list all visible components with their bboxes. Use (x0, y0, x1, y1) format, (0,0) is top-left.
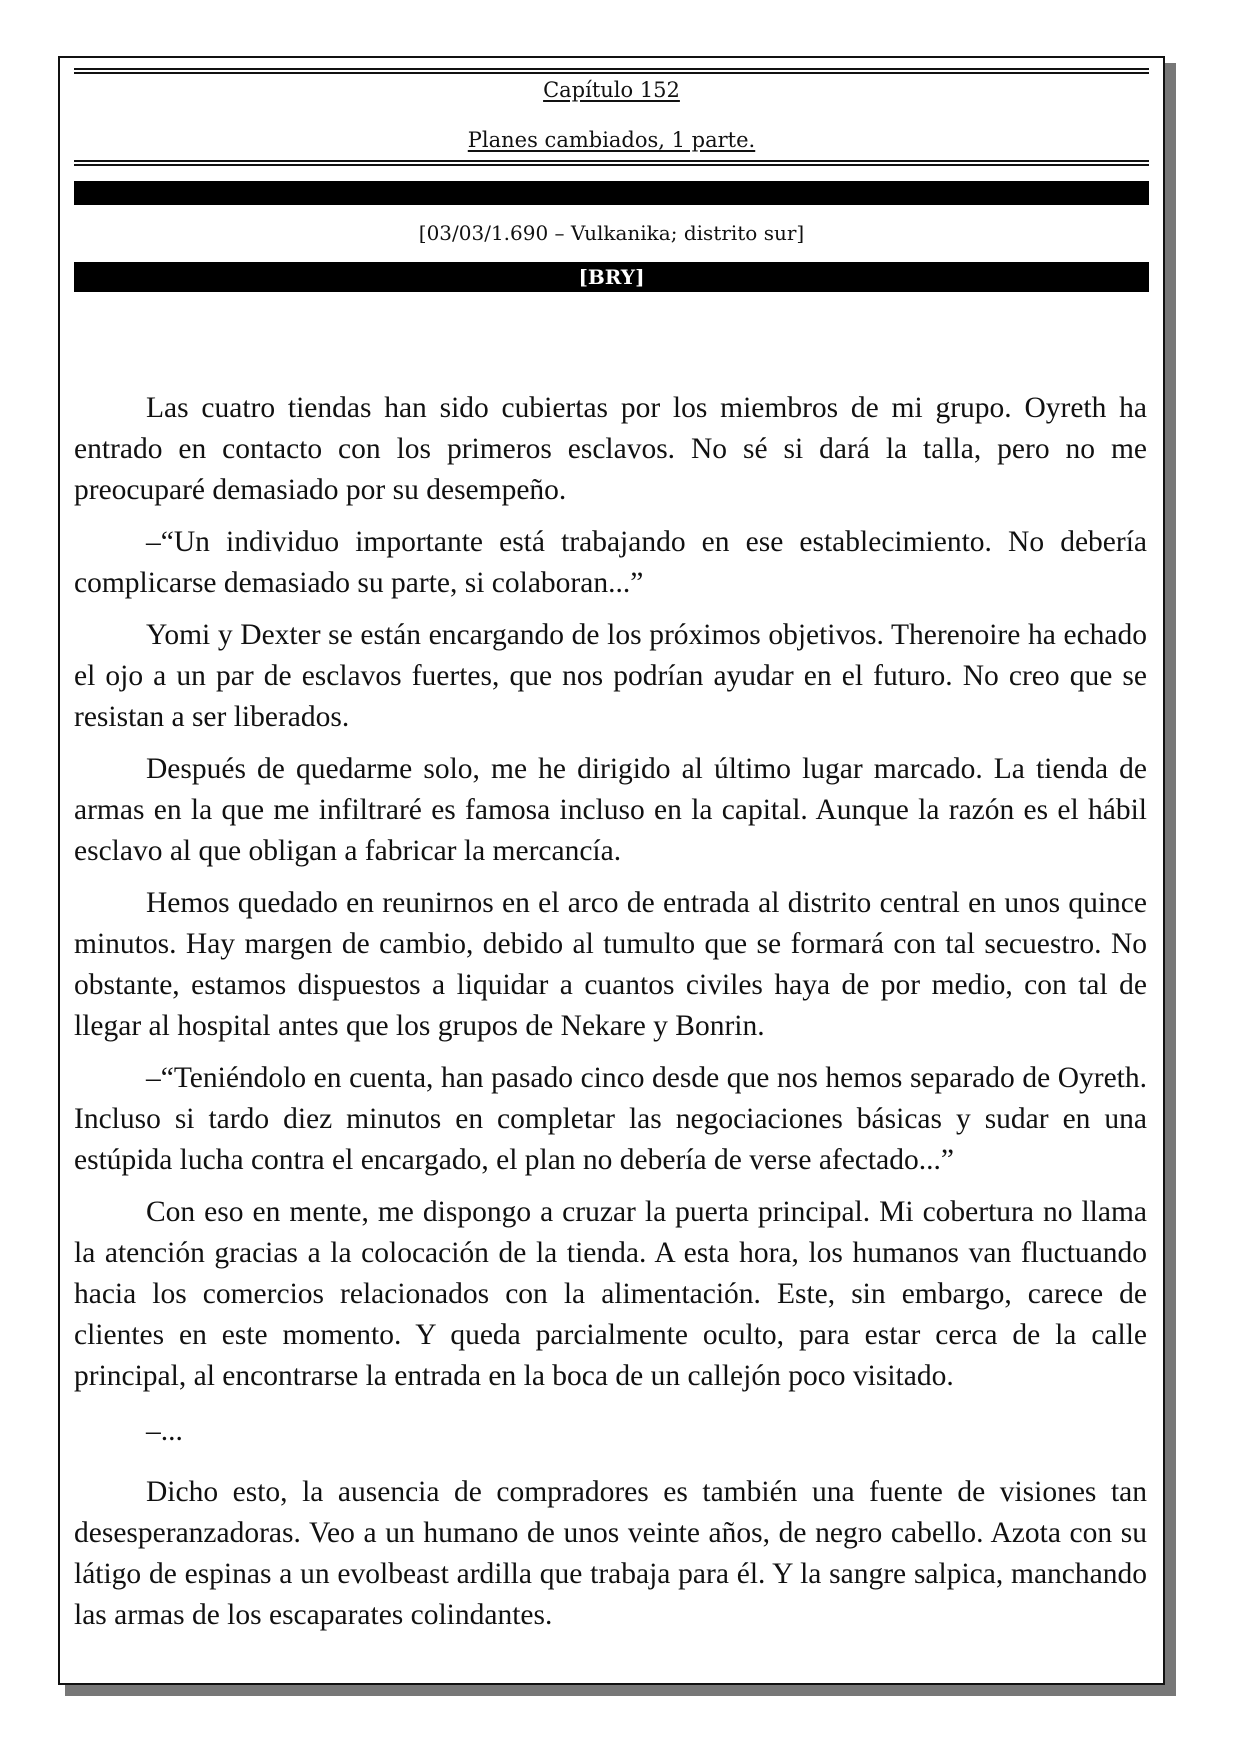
paragraph: Yomi y Dexter se están encargando de los próximos objetivos. Therenoire ha echado el ojo a un par de esclavos fuertes, que nos podrían ayudar en el futuro. No creo que se resistan a ser liberados. (74, 619, 1147, 733)
header-top-rule (74, 68, 1149, 74)
header-bottom-rule (74, 160, 1149, 166)
paragraph: –“Un individuo importante está trabajando en ese establecimiento. No debería complicarse demasiado su parte, si colaboran...” (74, 526, 1147, 599)
page-frame (58, 56, 1165, 1685)
paragraph: –... (146, 1415, 183, 1447)
chapter-subtitle: Planes cambiados, 1 parte. (467, 128, 756, 152)
scene-date-location: [03/03/1.690 – Vulkanika; distrito sur] (418, 221, 805, 245)
paragraph: Dicho esto, la ausencia de compradores es también una fuente de visiones tan desesperanzadoras. Veo a un humano de unos veinte años, de negro cabello. Azota con su látigo de espinas a un evolbeast ardilla que trabaja para él. Y la sangre salpica, manchando las armas de los escaparates colindantes. (74, 1476, 1147, 1631)
paragraph: –“Teniéndolo en cuenta, han pasado cinco desde que nos hemos separado de Oyreth. Incluso si tardo diez minutos en completar las negociaciones básicas y sudar en una estúpida lucha contra el encargado, el plan no debería de verse afectado...” (74, 1062, 1147, 1176)
paragraph: Hemos quedado en reunirnos en el arco de entrada al distrito central en unos quince minutos. Hay margen de cambio, debido al tumulto que se formará con tal secuestro. No obstante, estamos dispuestos a liquidar a cuantos civiles haya de por medio, con tal de llegar al hospital antes que los grupos de Nekare y Bonrin. (74, 887, 1147, 1042)
separator-bar (74, 181, 1149, 205)
body-text (74, 388, 1147, 1647)
chapter-number: Capítulo 152 (543, 78, 680, 102)
pov-banner: [BRY] (74, 262, 1149, 292)
paragraph: Con eso en mente, me dispongo a cruzar la puerta principal. Mi cobertura no llama la atención gracias a la colocación de la tienda. A esta hora, los humanos van fluctuando hacia los comercios relacionados con la alimentación. Este, sin embargo, carece de clientes en este momento. Y queda parcialmente oculto, para estar cerca de la calle principal, al encontrarse la entrada en la boca de un callejón poco visitado. (74, 1196, 1147, 1392)
paragraph: Las cuatro tiendas han sido cubiertas por los miembros de mi grupo. Oyreth ha entrado en contacto con los primeros esclavos. No sé si dará la talla, pero no me preocuparé demasiado por su desempeño. (74, 392, 1147, 506)
paragraph: Después de quedarme solo, me he dirigido al último lugar marcado. La tienda de armas en la que me infiltraré es famosa incluso en la capital. Aunque la razón es el hábil esclavo al que obligan a fabricar la mercancía. (74, 753, 1147, 867)
